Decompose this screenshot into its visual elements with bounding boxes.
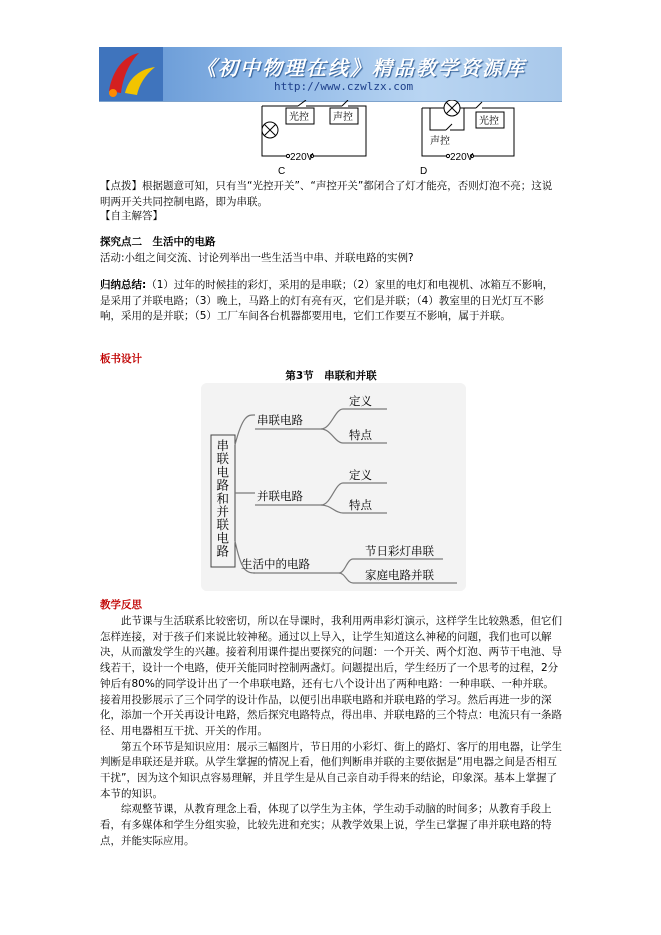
leaf-life-home: 家庭电路并联 bbox=[365, 570, 434, 582]
hint-text: 根据题意可知，只有当“光控开关”、“声控开关”都闭合了灯才能亮，否则灯泡不亮；这说明两开关共同控制电路，即为串联。 bbox=[100, 180, 553, 208]
summary-lead: 归纳总结: bbox=[100, 279, 147, 291]
explore2-activity bbox=[100, 251, 562, 267]
branch-series: 串联电路 bbox=[257, 415, 303, 427]
leaf-parallel-def: 定义 bbox=[349, 470, 372, 482]
reflection-p1: 此节课与生活联系比较密切，所以在导课时，我利用两串彩灯演示，这样学生比较熟悉，但它们怎样连接，对于孩子们来说比较神秘。通过以上导入，让学生知道这么神秘的问题，我们也可以解决，从而激发学生的兴趣。接着利用课件提出要探究的问题：一个开关、两个灯泡、两节干电池、导线若干，设计一个电路，使开关能同时控制两盏灯。问题提出后，学生经历了一个思考的过程，2分钟后有80%的同学设计出了一个串联电路，还有七八个设计出了两种电路：一种串联、一种并联。接着用投影展示了三个同学的设计作品，以便引出串联电路和并联电路的学习。然后再进一步的深化，添加一个开关再设计电路，然后探究电路特点，得出串、并联电路的三个特点：电流只有一条路径、用电器相互干扰、开关的作用。 bbox=[100, 615, 562, 737]
circuit-d-label: D bbox=[420, 166, 428, 177]
circuit-d-voltage: 220V bbox=[450, 152, 474, 163]
leaf-series-def: 定义 bbox=[349, 396, 372, 408]
board-title: 第3节 串联和并联 bbox=[285, 370, 377, 382]
branch-parallel: 并联电路 bbox=[257, 491, 303, 503]
banner-title: 《初中物理在线》精品教学资源库 bbox=[196, 56, 526, 80]
activity-lead: 活动: bbox=[100, 252, 125, 264]
mindmap-root: 串联电路和并联电路 bbox=[216, 439, 230, 559]
self-answer: 【自主解答】 bbox=[100, 210, 163, 222]
leaf-series-feature: 特点 bbox=[349, 430, 372, 442]
summary-text: （1）过年的时候挂的彩灯，采用的是串联；（2）家里的电灯和电视机、冰箱互不影响，是采用了并联电路；（3）晚上，马路上的灯有亮有灭，它们是并联；（4）教室里的日光灯互不影响，采用的是并联；（5）工厂车间各台机器都要用电，它们工作要互不影响，属于并联。 bbox=[100, 279, 554, 323]
mind-map bbox=[201, 383, 466, 591]
explore2-title: 探究点二 生活中的电路 bbox=[100, 236, 216, 248]
logo-icon bbox=[99, 47, 163, 101]
circuit-c-voltage: 220V bbox=[290, 152, 314, 163]
board-heading: 板书设计 bbox=[100, 353, 142, 365]
circuit-c-switch1: 光控 bbox=[289, 112, 309, 123]
circuit-d-switch2: 光控 bbox=[479, 116, 499, 127]
reflection-heading: 教学反思 bbox=[100, 599, 142, 611]
reflection-body bbox=[100, 614, 562, 850]
hint-paragraph bbox=[100, 179, 562, 210]
banner-url: http://www.czwlzx.com bbox=[274, 80, 414, 93]
leaf-parallel-feature: 特点 bbox=[349, 500, 372, 512]
circuit-diagrams bbox=[250, 100, 525, 180]
activity-text: 小组之间交流、讨论列举出一些生活当中串、并联电路的实例? bbox=[124, 252, 414, 264]
reflection-p3: 综观整节课，从教育理念上看，体现了以学生为主体，学生动手动脑的时间多；从教育手段上看，有多媒体和学生分组实验，比较先进和充实；从教学效果上说，学生已掌握了串并联电路的特点，并能实际应用。 bbox=[100, 803, 552, 847]
leaf-life-lights: 节日彩灯串联 bbox=[365, 546, 434, 558]
hint-lead: 【点拨】 bbox=[100, 180, 142, 192]
header-banner bbox=[99, 47, 562, 102]
reflection-p2: 第五个环节是知识应用：展示三幅图片，节日用的小彩灯、街上的路灯、客厅的用电器，让学生判断是串联还是并联。从学生掌握的情况上看，他们判断串并联的主要依据是“用电器之间是否相互干扰”，因为这个知识点容易理解，并且学生是从自己亲自动手得来的结论，印象深。基本上掌握了本节的知识。 bbox=[100, 740, 562, 800]
explore2-summary bbox=[100, 278, 562, 325]
circuit-c-label: C bbox=[278, 166, 286, 177]
branch-life: 生活中的电路 bbox=[241, 559, 310, 571]
circuit-d-switch1: 声控 bbox=[430, 136, 450, 147]
circuit-c-switch2: 声控 bbox=[333, 112, 353, 123]
circuit-d bbox=[422, 100, 514, 158]
